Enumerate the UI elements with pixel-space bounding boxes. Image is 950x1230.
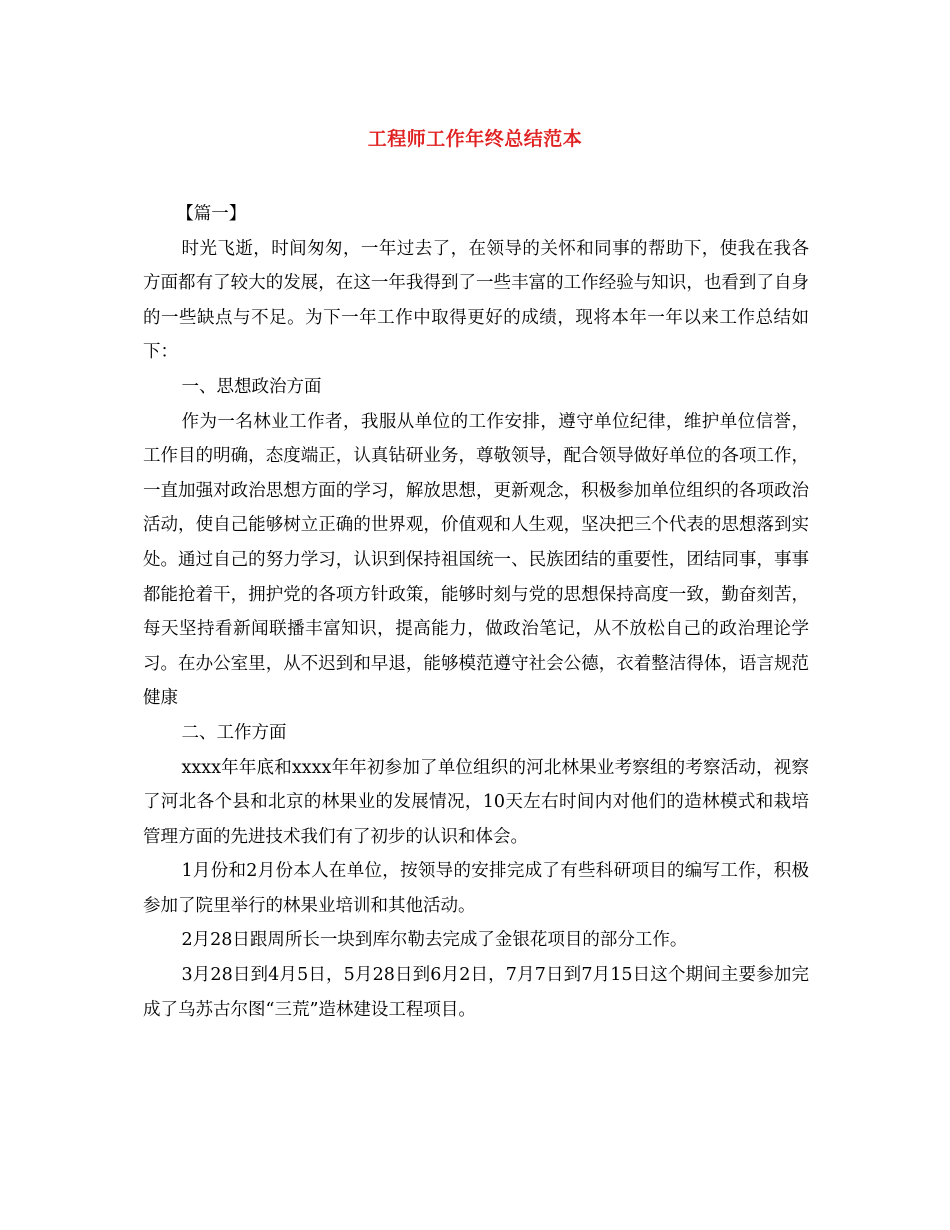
work-paragraph-2: 1月份和2月份本人在单位，按领导的安排完成了有些科研项目的编写工作，积极参加了院里举行的林果业培训和其他活动。: [143, 861, 809, 916]
heading-work: 二、工作方面: [181, 722, 287, 743]
political-paragraph: 作为一名林业工作者，我服从单位的工作安排，遵守单位纪律，维护单位信誉，工作目的明确，态度端正，认真钻研业务，尊敬领导，配合领导做好单位的各项工作，一直加强对政治思想方面的学习，解放思想，更新观念，积极参加单位组织的各项政治活动，使自己能够树立正确的世界观，价值观和人生观，坚决把三个代表的思想落到实处。通过自己的努力学习，认识到保持祖国统一、民族团结的重要性，团结同事，事事都能抢着干，拥护党的各项方针政策，能够时刻与党的思想保持高度一致，勤奋刻苦，每天坚持看新闻联播丰富知识，提高能力，做政治笔记，从不放松自己的政治理论学习。在办公室里，从不迟到和早退，能够模范遵守社会公德，衣着整洁得体，语言规范健康: [143, 411, 809, 709]
work-paragraph-1: xxxx年年底和xxxx年年初参加了单位组织的河北林果业考察组的考察活动，视察了河北各个县和北京的林果业的发展情况，10天左右时间内对他们的造林模式和栽培管理方面的先进技术我们有了初步的认识和体会。: [143, 757, 809, 847]
document-body: [143, 197, 809, 1027]
heading-political: 一、思想政治方面: [181, 376, 322, 397]
section-tag: 【篇一】: [176, 204, 247, 224]
document-title: 工程师工作年终总结范本: [367, 128, 583, 150]
work-paragraph-4: 3月28日到4月5日，5月28日到6月2日，7月7日到7月15日这个期间主要参加完成了乌苏古尔图“三荒”造林建设工程项目。: [143, 965, 809, 1020]
work-paragraph-3: 2月28日跟周所长一块到库尔勒去完成了金银花项目的部分工作。: [181, 930, 688, 951]
intro-paragraph: 时光飞逝，时间匆匆，一年过去了，在领导的关怀和同事的帮助下，使我在我各方面都有了较大的发展，在这一年我得到了一些丰富的工作经验与知识，也看到了自身的一些缺点与不足。为下一年工作中取得更好的成绩，现将本年一年以来工作总结如下：: [143, 238, 809, 363]
